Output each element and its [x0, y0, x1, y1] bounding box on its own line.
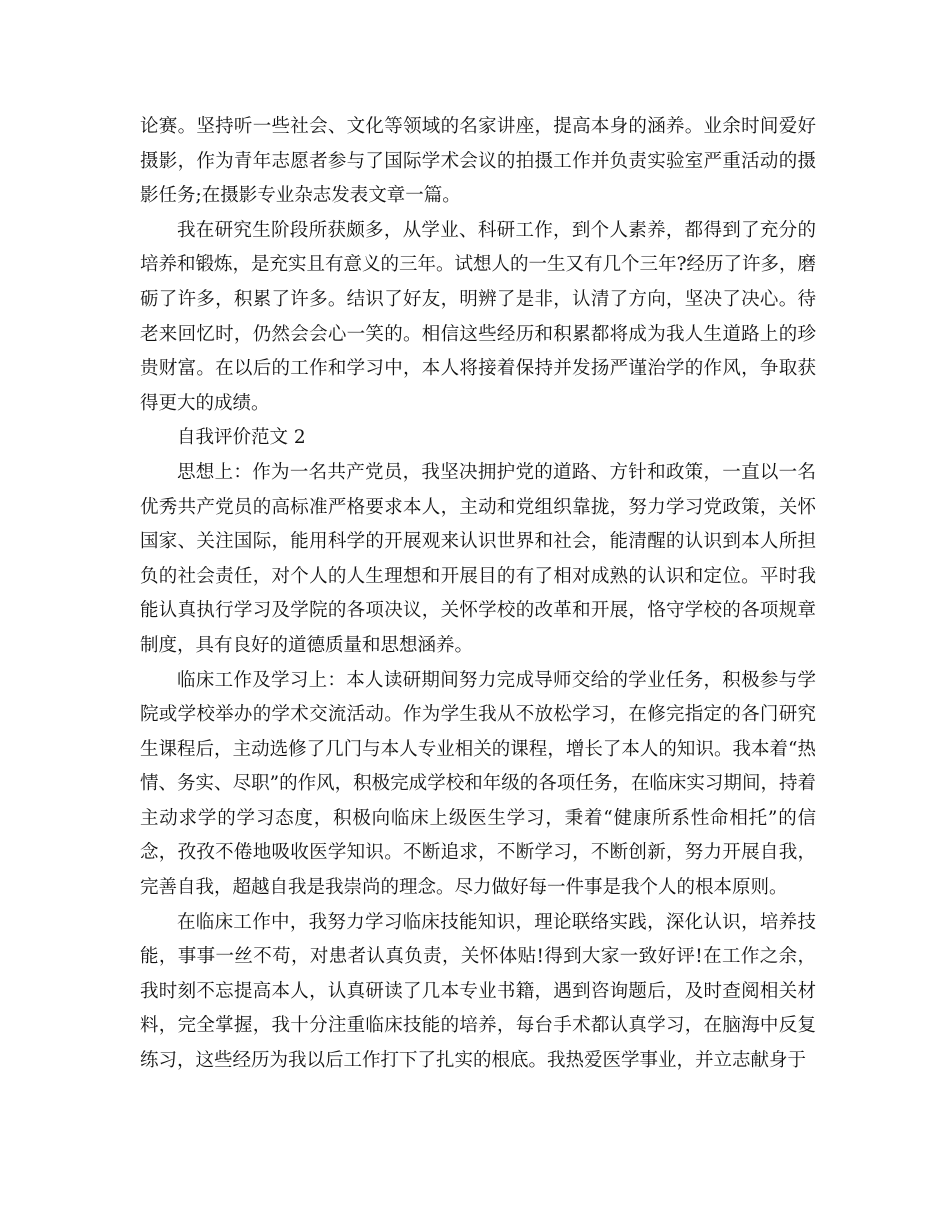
section-heading: 自我评价范文 2: [177, 427, 306, 449]
document-body: [140, 110, 816, 1079]
paragraph-ideology: 思想上：作为一名共产党员，我坚决拥护党的道路、方针和政策，一直以一名优秀共产党员的高标准严格要求本人，主动和党组织靠拢，努力学习党政策，关怀国家、关注国际，能用科学的开展观来认识世界和社会，能清醒的认识到本人所担负的社会责任，对个人的人生理想和开展目的有了相对成熟的认识和定位。平时我能认真执行学习及学院的各项决议，关怀学校的改革和开展，恪守学校的各项规章制度，具有良好的道德质量和思想涵养。: [140, 461, 816, 656]
paragraph-clinical-study: 临床工作及学习上：本人读研期间努力完成导师交给的学业任务，积极参与学院或学校举办的学术交流活动。作为学生我从不放松学习，在修完指定的各门研究生课程后，主动选修了几门与本人专业相关的课程，增长了本人的知识。我本着“热情、务实、尽职”的作风，积极完成学校和年级的各项任务，在临床实习期间，持着主动求学的学习态度，积极向临床上级医生学习，秉着“健康所系性命相托”的信念，孜孜不倦地吸收医学知识。不断追求，不断学习，不断创新，努力开展自我，完善自我，超越自我是我崇尚的理念。尽力做好每一件事是我个人的根本原则。: [140, 669, 816, 899]
paragraph-graduate-summary: 我在研究生阶段所获颇多，从学业、科研工作，到个人素养，都得到了充分的培养和锻炼，是充实且有意义的三年。试想人的一生又有几个三年?经历了许多，磨砺了许多，积累了许多。结识了好友，明辨了是非，认清了方向，坚决了决心。待老来回忆时，仍然会会心一笑的。相信这些经历和积累都将成为我人生道路上的珍贵财富。在以后的工作和学习中，本人将接着保持并发扬严谨治学的作风，争取获得更大的成绩。: [140, 219, 816, 414]
paragraph-clinical-work: 在临床工作中，我努力学习临床技能知识，理论联络实践，深化认识，培养技能，事事一丝不苟，对患者认真负责，关怀体贴!得到大家一致好评!在工作之余，我时刻不忘提高本人，认真研读了几本专业书籍，遇到咨询题后，及时查阅相关材料，完全掌握，我十分注重临床技能的培养，每台手术都认真学习，在脑海中反复练习，这些经历为我以后工作打下了扎实的根底。我热爱医学事业，并立志献身于: [140, 911, 816, 1072]
paragraph-continued: 论赛。坚持听一些社会、文化等领域的名家讲座，提高本身的涵养。业余时间爱好摄影，作为青年志愿者参与了国际学术会议的拍摄工作并负责实验室严重活动的摄影任务;在摄影专业杂志发表文章一篇。: [140, 116, 816, 207]
